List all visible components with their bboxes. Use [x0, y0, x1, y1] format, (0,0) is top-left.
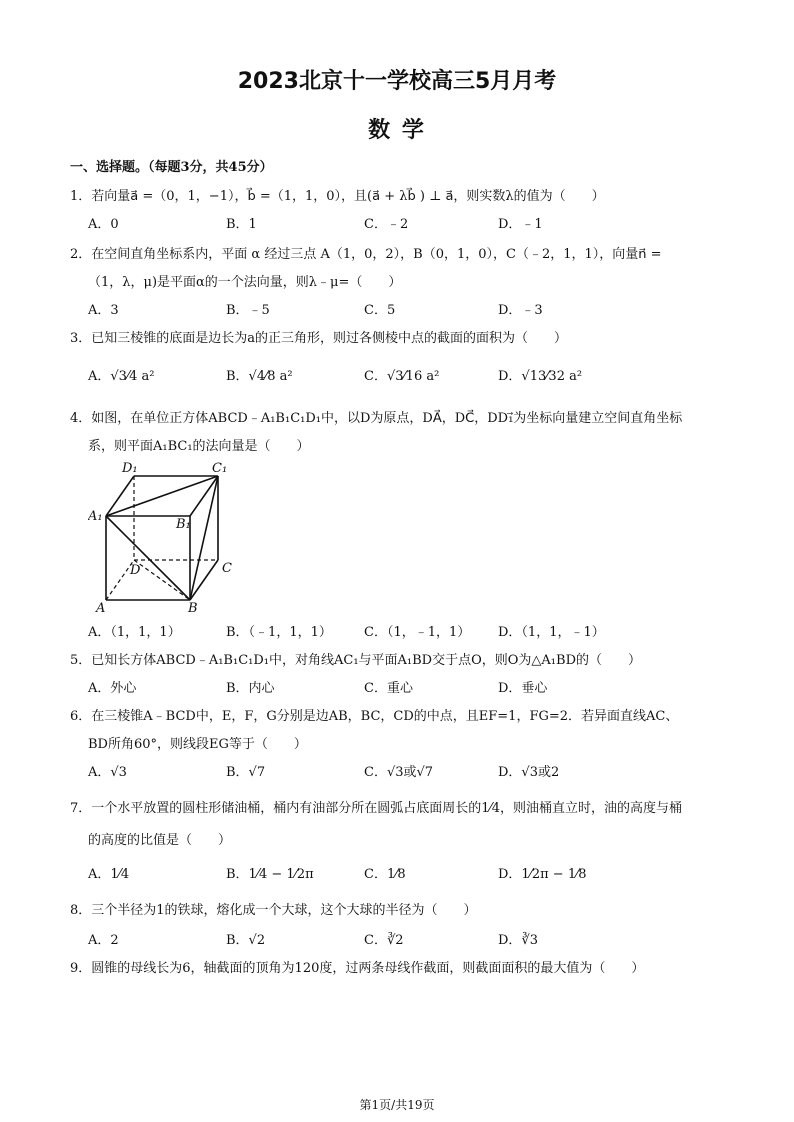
question-7-option-d: D．1⁄2π − 1⁄8 — [498, 867, 587, 882]
label-a1: A₁ — [88, 509, 103, 524]
question-7-line-1: 7．一个水平放置的圆柱形储油桶，桶内有油部分所在圆弧占底面周长的1⁄4，则油桶直立时，油的高度与桶 — [70, 801, 682, 816]
question-6-line-2: BD所角60°，则线段EG等于（ ） — [88, 737, 307, 752]
question-6-option-b: B．√7 — [226, 765, 266, 780]
label-b: B — [188, 601, 198, 616]
question-5-option-a: A．外心 — [88, 681, 137, 696]
question-1-option-a: A．0 — [88, 217, 119, 232]
label-b1: B₁ — [176, 517, 191, 532]
question-8-option-b: B．√2 — [226, 933, 266, 948]
question-3-option-b: B．√4⁄8 a² — [226, 369, 293, 384]
cube-figure — [88, 458, 248, 618]
question-4-line-1: 4．如图，在单位正方体ABCD﹣A₁B₁C₁D₁中，以D为原点，DA⃗，DC⃗，DD₁⃗为坐标向量建立空间直角坐标 — [70, 411, 683, 426]
section-heading: 一、选择题。（每题3分，共45分） — [70, 160, 273, 175]
question-2-option-c: C．5 — [364, 303, 396, 318]
question-4-option-a: A．（1，1，1） — [88, 625, 181, 640]
page-footer: 第1页/共19页 — [359, 1098, 435, 1112]
question-6-option-d: D．√3或2 — [498, 765, 560, 780]
question-5-option-d: D．垂心 — [498, 681, 548, 696]
question-2-line-1: 2．在空间直角坐标系内，平面 α 经过三点 A（1，0，2），B（0，1，0），C（﹣2，1，1），向量n⃗ = — [70, 247, 662, 262]
subject-title: 数 学 — [368, 118, 426, 143]
question-2-option-d: D．﹣3 — [498, 303, 543, 318]
question-3-option-a: A．√3⁄4 a² — [88, 369, 155, 384]
question-7-line-2: 的高度的比值是（ ） — [88, 833, 232, 848]
question-4-option-d: D．（1，1，﹣1） — [498, 625, 605, 640]
question-7-option-c: C．1⁄8 — [364, 867, 406, 882]
question-4-option-c: C．（1，﹣1，1） — [364, 625, 471, 640]
question-4-option-b: B．（﹣1，1，1） — [226, 625, 332, 640]
edge-a1-c1 — [106, 476, 218, 516]
question-1-line-1: 1．若向量a⃗ =（0，1，−1），b⃗ =（1，1，0），且(a⃗ + λb⃗ ) ⊥ a⃗，则实数λ的值为（ ） — [70, 189, 605, 204]
label-d1: D₁ — [122, 461, 138, 476]
question-4-line-2: 系，则平面A₁BC₁的法向量是（ ） — [88, 439, 310, 454]
question-2-option-b: B．﹣5 — [226, 303, 270, 318]
question-1-option-c: C．﹣2 — [364, 217, 409, 232]
question-6-option-c: C．√3或√7 — [364, 765, 434, 780]
question-1-option-b: B．1 — [226, 217, 257, 232]
question-5-line-1: 5．已知长方体ABCD﹣A₁B₁C₁D₁中，对角线AC₁与平面A₁BD交于点O，则O为△A₁BD的（ ） — [70, 653, 641, 668]
question-5-option-c: C．重心 — [364, 681, 413, 696]
question-3-line-1: 3．已知三棱锥的底面是边长为a的正三角形，则过各侧棱中点的截面的面积为（ ） — [70, 331, 568, 346]
label-c1: C₁ — [212, 461, 228, 476]
question-1-option-d: D．﹣1 — [498, 217, 543, 232]
page-title: 2023北京十一学校高三5月月考 — [237, 69, 557, 94]
question-3-option-d: D．√13⁄32 a² — [498, 369, 583, 384]
label-d: D — [130, 563, 141, 578]
question-6-line-1: 6．在三棱锥A﹣BCD中，E，F，G分别是边AB，BC，CD的中点，且EF=1，FG=2．若异面直线AC、 — [70, 709, 679, 724]
question-3-option-c: C．√3⁄16 a² — [364, 369, 440, 384]
question-7-option-b: B．1⁄4 − 1⁄2π — [226, 867, 314, 882]
edge-a1-d1 — [106, 476, 134, 516]
question-9-line-1: 9．圆锥的母线长为6，轴截面的顶角为120度，过两条母线作截面，则截面面积的最大值为（ ） — [70, 961, 645, 976]
label-c: C — [222, 561, 232, 576]
label-a: A — [96, 601, 106, 616]
hidden-edge-d-b — [134, 560, 190, 600]
question-6-option-a: A．√3 — [88, 765, 127, 780]
question-8-option-a: A．2 — [88, 933, 119, 948]
question-8-option-c: C．∛2 — [364, 933, 404, 948]
question-7-option-a: A．1⁄4 — [88, 867, 130, 882]
question-2-option-a: A．3 — [88, 303, 119, 318]
question-8-option-d: D．∛3 — [498, 933, 538, 948]
edge-b-c1 — [190, 476, 218, 600]
question-5-option-b: B．内心 — [226, 681, 275, 696]
question-2-line-2: （1，λ，μ)是平面α的一个法向量，则λ﹣μ=（ ） — [88, 275, 402, 290]
question-8-line-1: 8．三个半径为1的铁球，熔化成一个大球，这个大球的半径为（ ） — [70, 903, 477, 918]
